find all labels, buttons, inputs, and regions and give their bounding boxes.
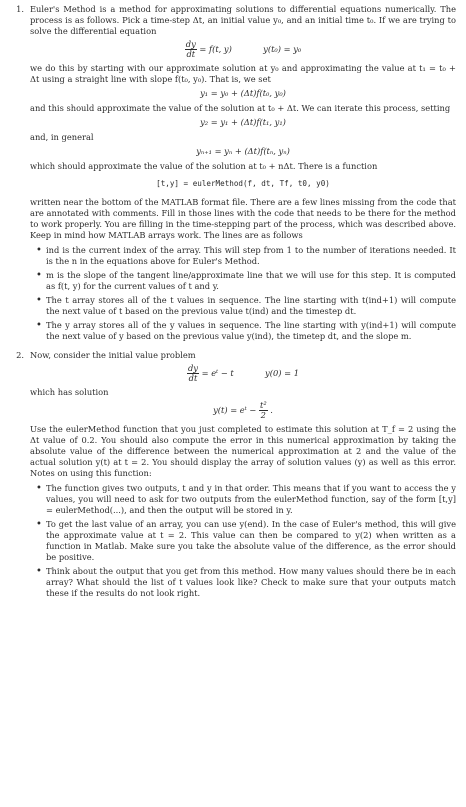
q1-matlab-paragraph: written near the bottom of the MATLAB format file. There are a few lines missing from the code that are annotated with comments. Fill in those lines with the code that needs to be there for the method to work properly. You are filling in the time-stepping part of the process, which was described above. Keep in mind how MATLAB arrays work. The lines are as follows xyxy=(30,197,456,240)
q1-eq-yn: yₙ₊₁ = yₙ + (Δt)f(tₙ, yₙ) xyxy=(196,146,290,156)
list-item: • The y array stores all of the y values in sequence. The line starting with y(ind+1) will compute the next value of y based on the previous value y(ind), the timetep dt, and the slope m. xyxy=(46,320,456,342)
list-item: • m is the slope of the tangent line/approximate line that we will use for this step. It is computed as f(t, y) for the current values of t and y. xyxy=(46,270,456,292)
list-item: • Think about the output that you get from this method. How many values should there be in each array? What should the list of t values look like? Check to make sure that your outputs match these if the results do not look right. xyxy=(46,566,456,599)
q1-eq-y2: y₂ = y₁ + (Δt)f(t₁, y₁) xyxy=(200,117,286,127)
q2-solution-lhs: y(t) = eᵗ − xyxy=(213,405,257,415)
question-2-number: 2. xyxy=(16,350,24,360)
list-item: • To get the last value of an array, you can use y(end). In the case of Euler's method, this will give the approximate value at t = 2. This value can then be compared to y(2) when written as a function in Matlab. Make sure you take the absolute value of the difference, as the error should be positive. xyxy=(46,519,456,563)
q2-solution-equation xyxy=(30,401,456,420)
q1-ode-derivative xyxy=(185,40,197,59)
q1-step1-paragraph: we do this by starting with our approximate solution at y₀ and approximating the value at t₁ = t₀ + Δt using a straight line with slope f(t₀, y₀). That is, we set xyxy=(30,63,456,84)
list-item: • The t array stores all of the t values in sequence. The line starting with t(ind+1) will compute the next value of t based on the previous value t(ind) and the timestep dt. xyxy=(46,295,456,317)
q2-ode-derivative xyxy=(187,364,199,383)
q1-ode-equation xyxy=(30,40,456,59)
q2-task-paragraph: Use the eulerMethod function that you just completed to estimate this solution at T_f = 2 using the Δt value of 0.2. You should also compute the error in this numerical approximation by taking the absolute value of the difference between the numerical approximation at 2 and the value of the actual solution y(t) at t = 2. You should display the array of solution values (y) as well as this error. Notes on using this function: xyxy=(30,424,456,478)
q2-ode-equation xyxy=(30,364,456,383)
question-1 xyxy=(10,4,456,342)
q1-step2-paragraph: and this should approximate the value of the solution at t₀ + Δt. We can iterate this process, setting xyxy=(30,103,451,113)
q2-solution-numerator: t² xyxy=(259,400,267,410)
q1-bullet-list xyxy=(30,245,456,342)
q2-ode-initial-condition: y(0) = 1 xyxy=(265,368,299,378)
q2-ode-rhs: = eᵗ − t xyxy=(201,368,234,378)
q2-ode-denominator: dt xyxy=(188,373,198,383)
q1-ode-denominator: dt xyxy=(186,49,196,59)
q2-bullet-list xyxy=(30,483,456,599)
q1-ode-rhs: = f(t, y) xyxy=(199,44,232,54)
q2-intro-paragraph: Now, consider the initial value problem xyxy=(30,350,196,360)
question-1-number: 1. xyxy=(16,4,24,14)
q2-solution-denominator: 2 xyxy=(260,410,266,420)
q2-solution-fraction xyxy=(259,401,268,420)
q2-solution-period: . xyxy=(270,405,273,415)
q1-intro-paragraph: Euler's Method is a method for approximating solutions to differential equations numerically. The process is as follows. Pick a time-step Δt, an initial value y₀, and an initial time t₀. If we are trying to solve the differential equation xyxy=(30,4,456,36)
list-item: • ind is the current index of the array. This will step from 1 to the number of iterations needed. It is the n in the equations above for Euler's Method. xyxy=(46,245,456,267)
q2-ode-numerator: dy xyxy=(188,363,198,373)
q1-function-call-code: [t,y] = eulerMethod(f, dt, Tf, t0, y0) xyxy=(156,179,330,188)
q1-general-paragraph: and, in general xyxy=(30,132,94,142)
q1-ode-initial-condition: y(t₀) = y₀ xyxy=(263,44,302,54)
q2-solution-label: which has solution xyxy=(30,387,109,397)
list-item: • The function gives two outputs, t and y in that order. This means that if you want to access the y values, you will need to ask for two outputs from the eulerMethod function, say of the form [t,y] = eulerMethod(...), and then the output will be stored in y. xyxy=(46,483,456,516)
q1-eq-y1: y₁ = y₀ + (Δt)f(t₀, y₀) xyxy=(200,88,286,98)
q1-ode-numerator: dy xyxy=(185,39,196,49)
question-2 xyxy=(10,350,456,599)
q1-approx-paragraph: which should approximate the value of the solution at t₀ + nΔt. There is a function xyxy=(30,161,378,171)
